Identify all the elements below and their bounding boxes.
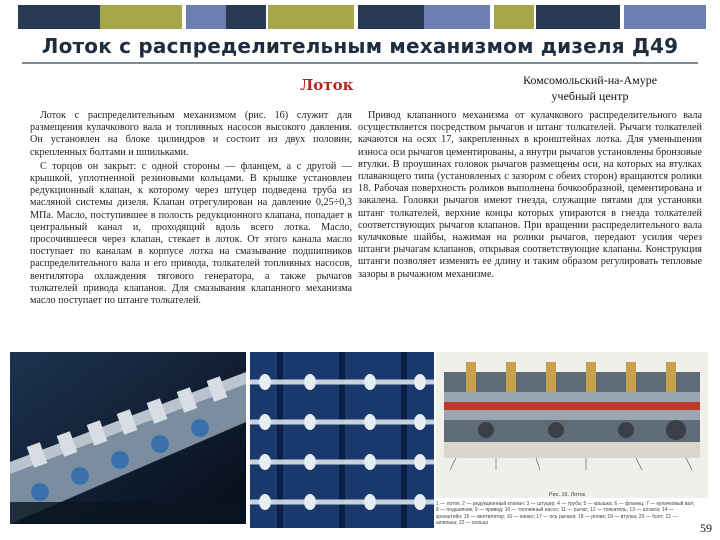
slide-title: Лоток с распределительным механизмом дизеля Д49: [41, 34, 679, 58]
header-decor-bar-1: [18, 5, 100, 29]
header-decor-bar-4: [226, 5, 266, 29]
camshafts-photo: [250, 352, 434, 528]
right-paragraph-1: Привод клапанного механизма от кулачкового распределительного вала осуществляется посредством рычагов и штанг толкателей. Рычаги толкателей качаются на осях 17, закрепленных в кронштейнах лотка. Для уменьшения износа оси рычагов цементированы, а внутри рычагов установлены бронзовые втулки. В проушинах головок рычагов размещены оси, на которых на втулках плавающего типа (установленых с зазором с обеих сторон) вращаются ролики 18. Рабочая поверхность роликов выполнена бочкообразной, цементирована и закалена. Головки рычагов имеют гнезда, служащие пятами для установки штанг толкателей, верхние концы которых упираются в гнезда толкателей соответствующих рычагов клапанов. При вращении распределительного вала кулачковые шайбы, нажимая на ролики рычагов, передают усилия через штанги рычагам клапанов, открывая соответствующие клапаны. Конструкция штанги позволяет изменять ее длину и таким образом регулировать тепловые зазоры в рычажном механизме.: [358, 110, 702, 280]
left-paragraph-2: С торцов он закрыт: с одной стороны — фланцем, а с другой — крышкой, уплотненной резиновыми кольцами. В крышке установлен редукционный клапан, к которому через штуцер подведена труба из масляной системы дизеля. Клапан отрегулирован на давление 0,25÷0,3 МПа. Масло, поступившее в полость редукционного клапана, попадает в центральный канал и, проходящий вдоль всего лотка. Масло, просочившееся через клапан, стекает в лоток. От этого канала масло поступает по каналам в корпусе лотка на смазывание подшипников распределительного вала и его привода, толкателей топливных насосов, вентилятора охлаждения тягового генератора, а также рычагов толкателей привода клапанов. Для смазывания клапанного механизма масло поступает по штанге толкателей.: [30, 160, 352, 307]
header-decor-bar-8: [494, 5, 534, 29]
header-decor-bar-7: [424, 5, 490, 29]
page-number: 59: [700, 521, 712, 535]
figure-caption-text: 1 — лоток; 2 — редукционный клапан; 3 — штуцер; 4 — труба; 5 — крышка; 6 — фланец; 7 — кулачковый вал; 8 — подшипник; 9 — привод; 10 — топливный насос; 11 — рычаг; 12 — толкатель; 13 — штанга; 14 — кронштейн; 15 — вентилятор; 16 — канал; 17 — ось рычага; 18 — ролик; 19 — втулка; 20 — болт; 21 — шпилька; 22 — кольцо: [436, 500, 695, 526]
figure-caption: [436, 492, 698, 527]
header-decor-bar-6: [358, 5, 424, 29]
text-column-right: [358, 110, 702, 283]
header-decor-bar-5: [268, 5, 354, 29]
figure-caption-title: Рис. 16. Лоток: [548, 492, 586, 498]
header-decor-bar-9: [536, 5, 620, 29]
header-decor-bar-2: [100, 5, 182, 29]
left-paragraph-1: Лоток с распределительным механизмом (рис. 16) служит для размещения кулачкового вала и топливных насосов высокого давления. Он установлен на блоке цилиндров и состоит из двух половин, скрепленных болтами и шпильками.: [30, 110, 352, 158]
header-decor-bar-3: [186, 5, 226, 29]
text-column-left: [30, 110, 352, 309]
engine-block-photo: [10, 352, 246, 524]
training-center-label: Комсомольский-на-Амуре учебный центр: [522, 73, 658, 103]
header-decor-bar-10: [624, 5, 706, 29]
section-subtitle: Лоток: [300, 76, 354, 94]
trough-cutaway-drawing: [436, 352, 708, 498]
title-divider: [22, 62, 698, 64]
